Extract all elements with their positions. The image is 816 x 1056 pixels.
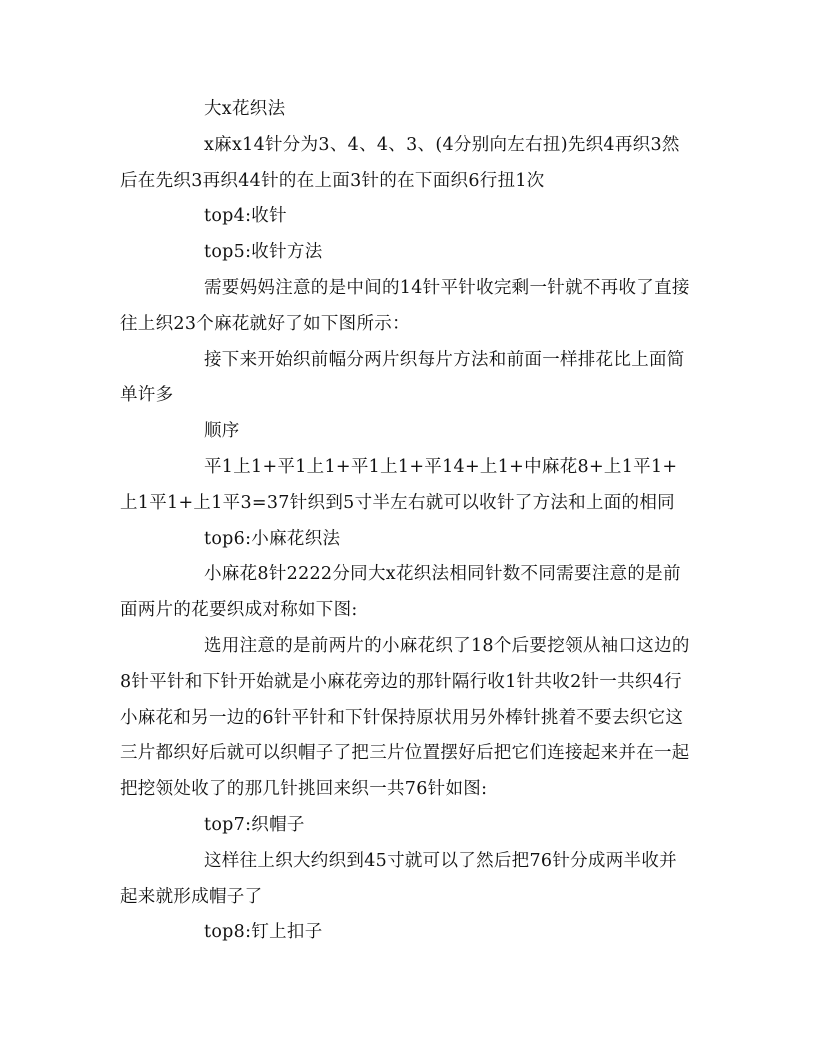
paragraph-hood: 这样往上织大约织到45寸就可以了然后把76针分成两半收并起来就形成帽子了 — [120, 850, 677, 907]
heading-top8: top8:钉上扣子 — [204, 922, 323, 943]
document-body — [120, 92, 694, 951]
heading-top7: top7:织帽子 — [204, 814, 305, 835]
heading-top6: top6:小麻花织法 — [204, 528, 341, 549]
paragraph-small-cable: 小麻花8针2222分同大x花织法相同针数不同需要注意的是前面两片的花要织成对称如下图: — [120, 564, 681, 621]
paragraph-x-twist-method: x麻x14针分为3、4、4、3、(4分别向左右扭)先织4再织3然后在先织3再织44针的在上面3针的在下面织6行扭1次 — [120, 134, 680, 191]
paragraph-center-stitches: 需要妈妈注意的是中间的14针平针收完剩一针就不再收了直接往上织23个麻花就好了如下图所示： — [120, 277, 690, 334]
paragraph-neckline: 选用注意的是前两片的小麻花织了18个后要挖领从袖口这边的8针平针和下针开始就是小麻花旁边的那针隔行收1针共收2针一共织4行小麻花和另一边的6针平针和下针保持原状用另外棒针挑着不要去织它这三片都织好后就可以织帽子了把三片位置摆好后把它们连接起来并在一起把挖领处收了的那几针挑回来织一共76针如图: — [120, 635, 690, 800]
heading-top4: top4:收针 — [204, 206, 287, 227]
heading-big-x-pattern: 大x花织法 — [204, 99, 286, 119]
paragraph-front-panels: 接下来开始织前幅分两片织每片方法和前面一样排花比上面简单许多 — [120, 349, 685, 406]
paragraph-stitch-sequence: 平1上1+平1上1+平1上1+平14+上1+中麻花8+上1平1+上1平1+上1平3=37针织到5寸半左右就可以收针了方法和上面的相同 — [120, 456, 678, 513]
heading-top5: top5:收针方法 — [204, 242, 323, 263]
heading-order: 顺序 — [204, 421, 240, 442]
